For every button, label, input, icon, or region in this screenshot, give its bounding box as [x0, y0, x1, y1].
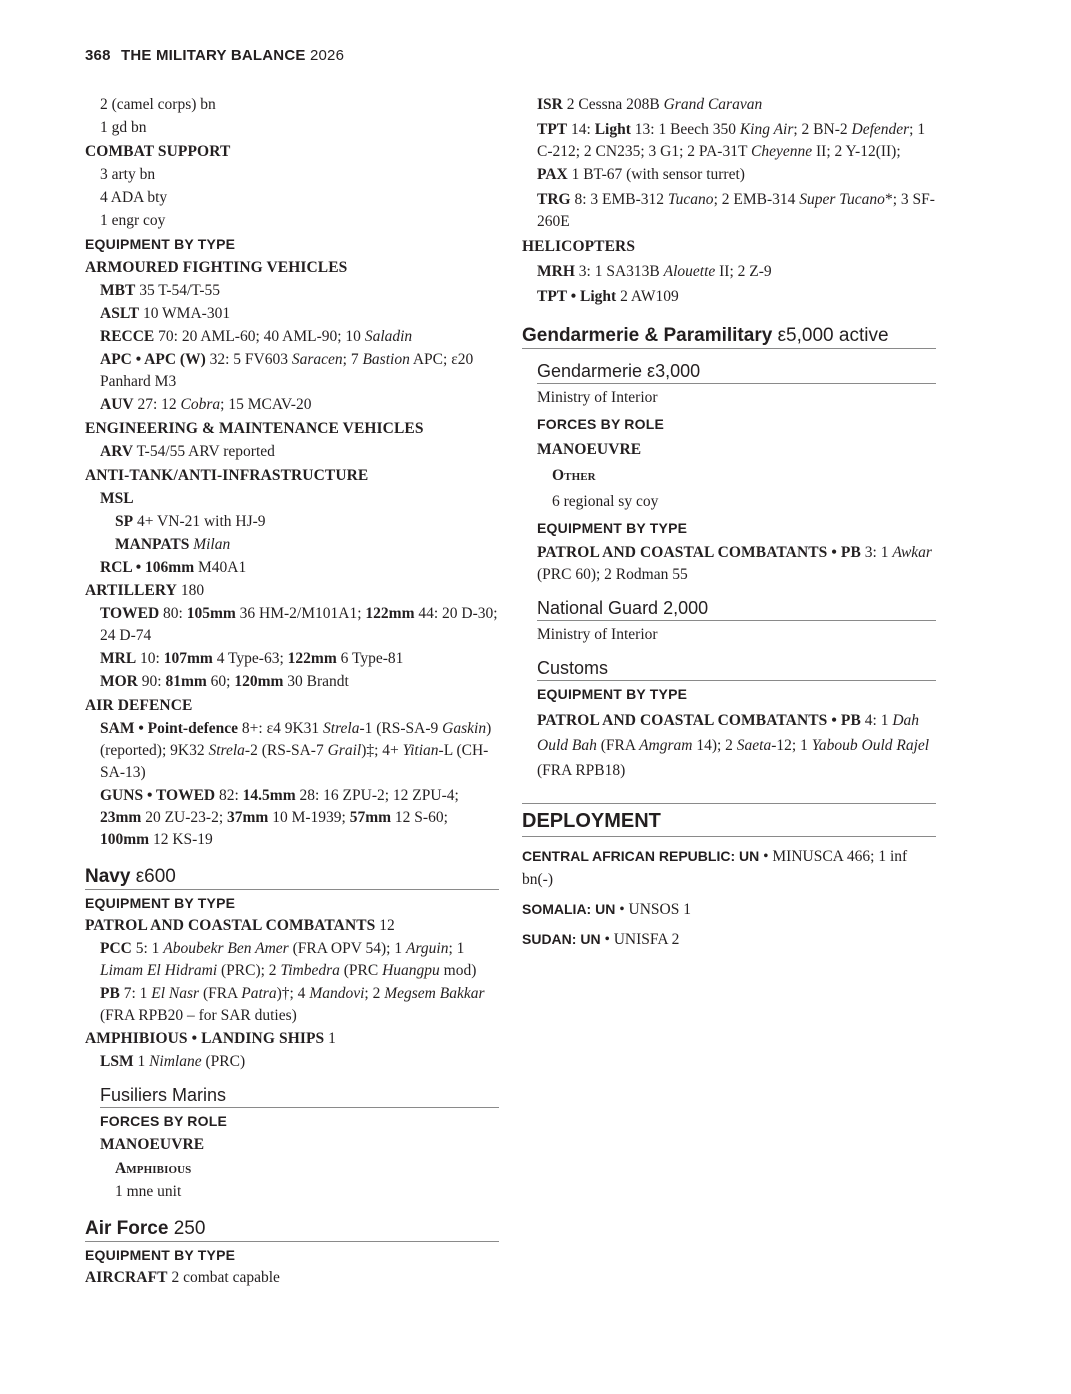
- entry-guns: GUNS • TOWED 82: 14.5mm 28: 16 ZPU-2; 12 ZPU-4; 23mm 20 ZU-23-2; 37mm 10 M-1939; 57mm 12 S-60; 100mm 12 KS-19: [100, 787, 459, 848]
- equipment-by-type-heading: EQUIPMENT BY TYPE: [537, 686, 688, 702]
- unit-line: 4 ADA bty: [100, 189, 168, 206]
- deployment-entry: CENTRAL AFRICAN REPUBLIC: UN • MINUSCA 466; 1 inf bn(-): [522, 848, 908, 888]
- equipment-by-type-heading: EQUIPMENT BY TYPE: [85, 1247, 236, 1263]
- section-combat-support: COMBAT SUPPORT: [85, 143, 231, 160]
- entry-rcl: RCL • 106mm M40A1: [100, 559, 247, 576]
- section-helicopters: HELICOPTERS: [522, 238, 636, 255]
- deployment-entry: SUDAN: UN • UNISFA 2: [522, 931, 680, 948]
- entry-trg: TRG 8: 3 EMB-312 Tucano; 2 EMB-314 Super Tucano*; 3 SF-260E: [537, 191, 935, 230]
- publication-title: THE MILITARY BALANCE 2026: [121, 47, 345, 64]
- entry-mor: MOR 90: 81mm 60; 120mm 30 Brandt: [100, 673, 349, 690]
- section-aircraft: AIRCRAFT 2 combat capable: [85, 1269, 280, 1286]
- entry-heli-tpt: TPT • Light 2 AW109: [537, 288, 679, 305]
- entry-towed: TOWED 80: 105mm 36 HM-2/M101A1; 122mm 44: 20 D-30; 24 D-74: [100, 605, 498, 644]
- entry-isr: ISR 2 Cessna 208B Grand Caravan: [537, 96, 763, 113]
- entry-mrl: MRL 10: 107mm 4 Type-63; 122mm 6 Type-81: [100, 650, 404, 667]
- section-air-defence: AIR DEFENCE: [85, 697, 193, 714]
- unit-line: 6 regional sy coy: [552, 493, 659, 510]
- section-emv: ENGINEERING & MAINTENANCE VEHICLES: [85, 420, 424, 437]
- entry-lsm: LSM 1 Nimlane (PRC): [100, 1053, 246, 1070]
- heading-gendarmerie: Gendarmerie ε3,000: [537, 359, 936, 384]
- forces-by-role-heading: FORCES BY ROLE: [537, 416, 665, 432]
- unit-line: 1 engr coy: [100, 212, 166, 229]
- amphibious-heading: Amphibious: [115, 1160, 192, 1177]
- page-number: 368: [85, 47, 111, 64]
- unit-line: 3 arty bn: [100, 166, 156, 183]
- equipment-by-type-heading: EQUIPMENT BY TYPE: [537, 520, 688, 536]
- entry-auv: AUV 27: 12 Cobra; 15 MCAV-20: [100, 396, 312, 413]
- heading-national-guard: National Guard 2,000: [537, 596, 936, 621]
- deployment-entry: SOMALIA: UN • UNSOS 1: [522, 901, 691, 918]
- unit-line: 1 mne unit: [115, 1183, 182, 1200]
- heading-navy: Navy ε600: [85, 865, 499, 890]
- entry-pcc: PCC 5: 1 Aboubekr Ben Amer (FRA OPV 54); 1 Arguin; 1 Limam El Hidrami (PRC); 2 Timbedra (PRC Huangpu mod): [100, 940, 477, 979]
- equipment-by-type-heading: EQUIPMENT BY TYPE: [85, 236, 236, 252]
- entry-gend-pb: PATROL AND COASTAL COMBATANTS • PB 3: 1 Awkar (PRC 60); 2 Rodman 55: [537, 544, 932, 583]
- section-amphibious: AMPHIBIOUS • LANDING SHIPS 1: [85, 1030, 336, 1047]
- section-afv: ARMOURED FIGHTING VEHICLES: [85, 259, 348, 276]
- entry-msl: MSL: [100, 490, 134, 507]
- heading-fusiliers-marins: Fusiliers Marins: [100, 1083, 499, 1108]
- entry-mbt: MBT 35 T-54/T-55: [100, 282, 221, 299]
- other-heading: Other: [552, 467, 596, 484]
- ministry-line: Ministry of Interior: [537, 626, 658, 643]
- right-column: [522, 94, 936, 958]
- running-head: [85, 47, 344, 64]
- entry-recce: RECCE 70: 20 AML-60; 40 AML-90; 10 Saladin: [100, 328, 413, 345]
- entry-tpt: TPT 14: Light 13: 1 Beech 350 King Air; 2 BN-2 Defender; 1 C-212; 2 CN235; 3 G1; 2 PA-31T Cheyenne II; 2 Y-12(II);: [537, 121, 926, 160]
- entry-aslt: ASLT 10 WMA-301: [100, 305, 231, 322]
- heading-air-force: Air Force 250: [85, 1217, 499, 1242]
- heading-gendarmerie-paramilitary: Gendarmerie & Paramilitary ε5,000 active: [522, 324, 936, 349]
- entry-pax: PAX 1 BT-67 (with sensor turret): [537, 166, 745, 183]
- entry-apc: APC • APC (W) 32: 5 FV603 Saracen; 7 Bastion APC; ε20 Panhard M3: [100, 351, 474, 390]
- entry-pb: PB 7: 1 El Nasr (FRA Patra)†; 4 Mandovi; 2 Megsem Bakkar (FRA RPB20 – for SAR duties): [100, 985, 485, 1024]
- section-artillery: ARTILLERY 180: [85, 582, 205, 599]
- manoeuvre-heading: MANOEUVRE: [537, 441, 642, 458]
- section-anti-tank: ANTI-TANK/ANTI-INFRASTRUCTURE: [85, 467, 369, 484]
- heading-customs: Customs: [537, 656, 936, 681]
- entry-sam: SAM • Point-defence 8+: ε4 9K31 Strela-1 (RS-SA-9 Gaskin) (reported); 9K32 Strela-2 (RS-SA-7 Grail)‡; 4+ Yitian-L (CH-SA-13): [100, 720, 492, 781]
- unit-line: 2 (camel corps) bn: [100, 96, 216, 113]
- manoeuvre-heading: MANOEUVRE: [100, 1136, 205, 1153]
- forces-by-role-heading: FORCES BY ROLE: [100, 1113, 228, 1129]
- equipment-by-type-heading: EQUIPMENT BY TYPE: [85, 895, 236, 911]
- entry-manpats: MANPATS Milan: [115, 536, 231, 553]
- section-pcc: PATROL AND COASTAL COMBATANTS 12: [85, 917, 395, 934]
- ministry-line: Ministry of Interior: [537, 389, 658, 406]
- entry-sp: SP 4+ VN-21 with HJ-9: [115, 513, 266, 530]
- heading-deployment: DEPLOYMENT: [522, 803, 936, 837]
- left-column: [85, 94, 499, 1290]
- entry-mrh: MRH 3: 1 SA313B Alouette II; 2 Z-9: [537, 263, 772, 280]
- entry-arv: ARV T-54/55 ARV reported: [100, 443, 275, 460]
- unit-line: 1 gd bn: [100, 119, 147, 136]
- entry-customs-pb: PATROL AND COASTAL COMBATANTS • PB 4: 1 Dah Ould Bah (FRA Amgram 14); 2 Saeta-12; 1 Yaboub Ould Rajel (FRA RPB18): [537, 712, 930, 779]
